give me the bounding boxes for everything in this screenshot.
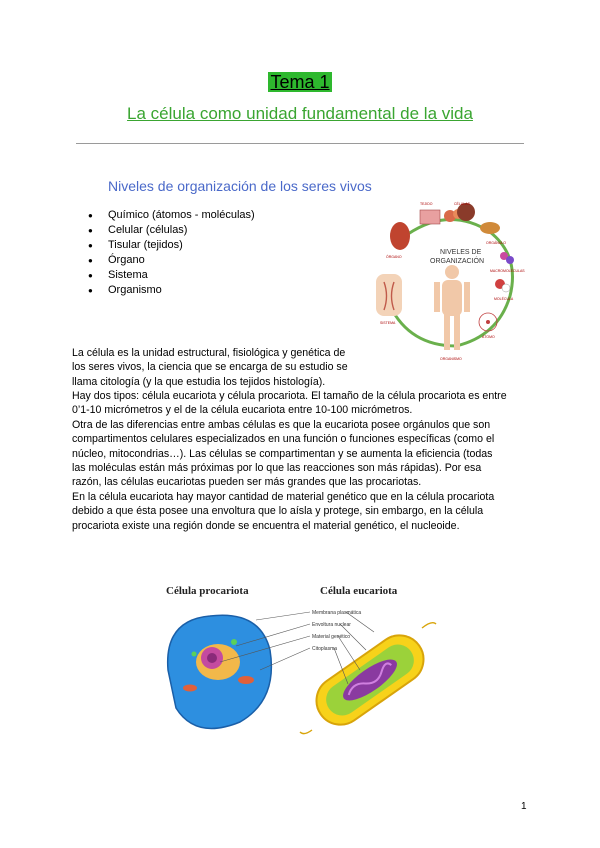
label-membrana: Membrana plasmática bbox=[312, 610, 362, 616]
diagram-label-organismo: ORGANISMO bbox=[440, 357, 462, 361]
text-line: Hay dos tipos: célula eucariota y célula procariota. El tamaño de la célula procariota es entre bbox=[72, 390, 507, 402]
document-subtitle: La célula como unidad fundamental de la vida bbox=[127, 104, 473, 123]
text-line: Otra de las diferencias entre ambas células es que la eucariota posee orgánulos que son bbox=[72, 418, 491, 431]
label-citoplasma: Citoplasma bbox=[312, 646, 338, 652]
text-line: compartimentos celulares especializados en una función o funciones específicas (como el bbox=[72, 433, 495, 446]
diagram-label-atomo: ÁTOMO bbox=[482, 335, 495, 339]
organization-levels-diagram bbox=[370, 196, 536, 364]
diagram-label-tejido: TEJIDO bbox=[420, 202, 433, 206]
paragraph-body bbox=[72, 389, 527, 533]
diagram-label-celulas: CÉLULAS bbox=[454, 202, 470, 206]
text-line: los seres vivos, la ciencia que se encarga de su estudio se bbox=[72, 361, 348, 374]
list-item: ● Sistema bbox=[88, 268, 255, 283]
list-item: ● Celular (células) bbox=[88, 223, 255, 238]
diagram-center-label-1: NIVELES DE bbox=[440, 249, 482, 256]
text-line: las moléculas están más próximas por lo que las reacciones son más rápidas). Por esa bbox=[72, 462, 482, 475]
diagram-label-sistema: SISTEMA bbox=[380, 321, 396, 325]
text-line: 0’1-10 micrómetros y el de la célula eucariota entre 10-100 micrómetros. bbox=[72, 404, 413, 417]
levels-list bbox=[88, 208, 255, 298]
cell-comparison-figure bbox=[160, 580, 440, 740]
label-envoltura: Envoltura nuclear bbox=[312, 622, 351, 628]
text-line: llama citología (y la que estudia los tejidos histología). bbox=[72, 375, 326, 388]
text-line: razón, las células eucariotas pueden ser más grandes que las procariotas. bbox=[72, 476, 422, 489]
divider bbox=[76, 143, 524, 144]
paragraph-intro bbox=[72, 346, 362, 389]
text-line: La célula es la unidad estructural, fisiológica y genética de bbox=[72, 347, 346, 359]
text-line: procariota existe una región donde se encuentra el material genético, el nucleoide. bbox=[72, 519, 460, 532]
diagram-label-macromoleculas: MACROMOLÉCULAS bbox=[490, 269, 525, 273]
list-item: ● Químico (átomos - moléculas) bbox=[88, 208, 255, 223]
diagram-label-molecula: MOLÉCULA bbox=[494, 297, 514, 301]
section-heading: Niveles de organización de los seres vivos bbox=[108, 178, 372, 194]
text-line: núcleo, mitocondrias…). Las células se compartimentan y se aumenta la eficiencia (todas bbox=[72, 447, 493, 460]
label-material: Material genético bbox=[312, 634, 351, 640]
right-cell-title: Célula eucariota bbox=[320, 585, 398, 597]
list-item: ● Organismo bbox=[88, 283, 255, 298]
page-number: 1 bbox=[521, 801, 527, 812]
left-cell-title: Célula procariota bbox=[166, 585, 249, 597]
diagram-label-organulo: ORGÁNULO bbox=[486, 241, 507, 245]
text-line: debido a que ésta posee una envoltura que lo aísla y protege, sin embargo, en la célula bbox=[72, 505, 484, 518]
document-title: Tema 1 bbox=[270, 72, 330, 92]
diagram-label-organo: ÓRGANO bbox=[386, 255, 402, 259]
diagram-center-label-2: ORGANIZACIÓN bbox=[430, 258, 485, 265]
list-item: ● Órgano bbox=[88, 253, 255, 268]
text-line: En la célula eucariota hay mayor cantidad de material genético que en la célula procariota bbox=[72, 490, 495, 503]
list-item: ● Tisular (tejidos) bbox=[88, 238, 255, 253]
